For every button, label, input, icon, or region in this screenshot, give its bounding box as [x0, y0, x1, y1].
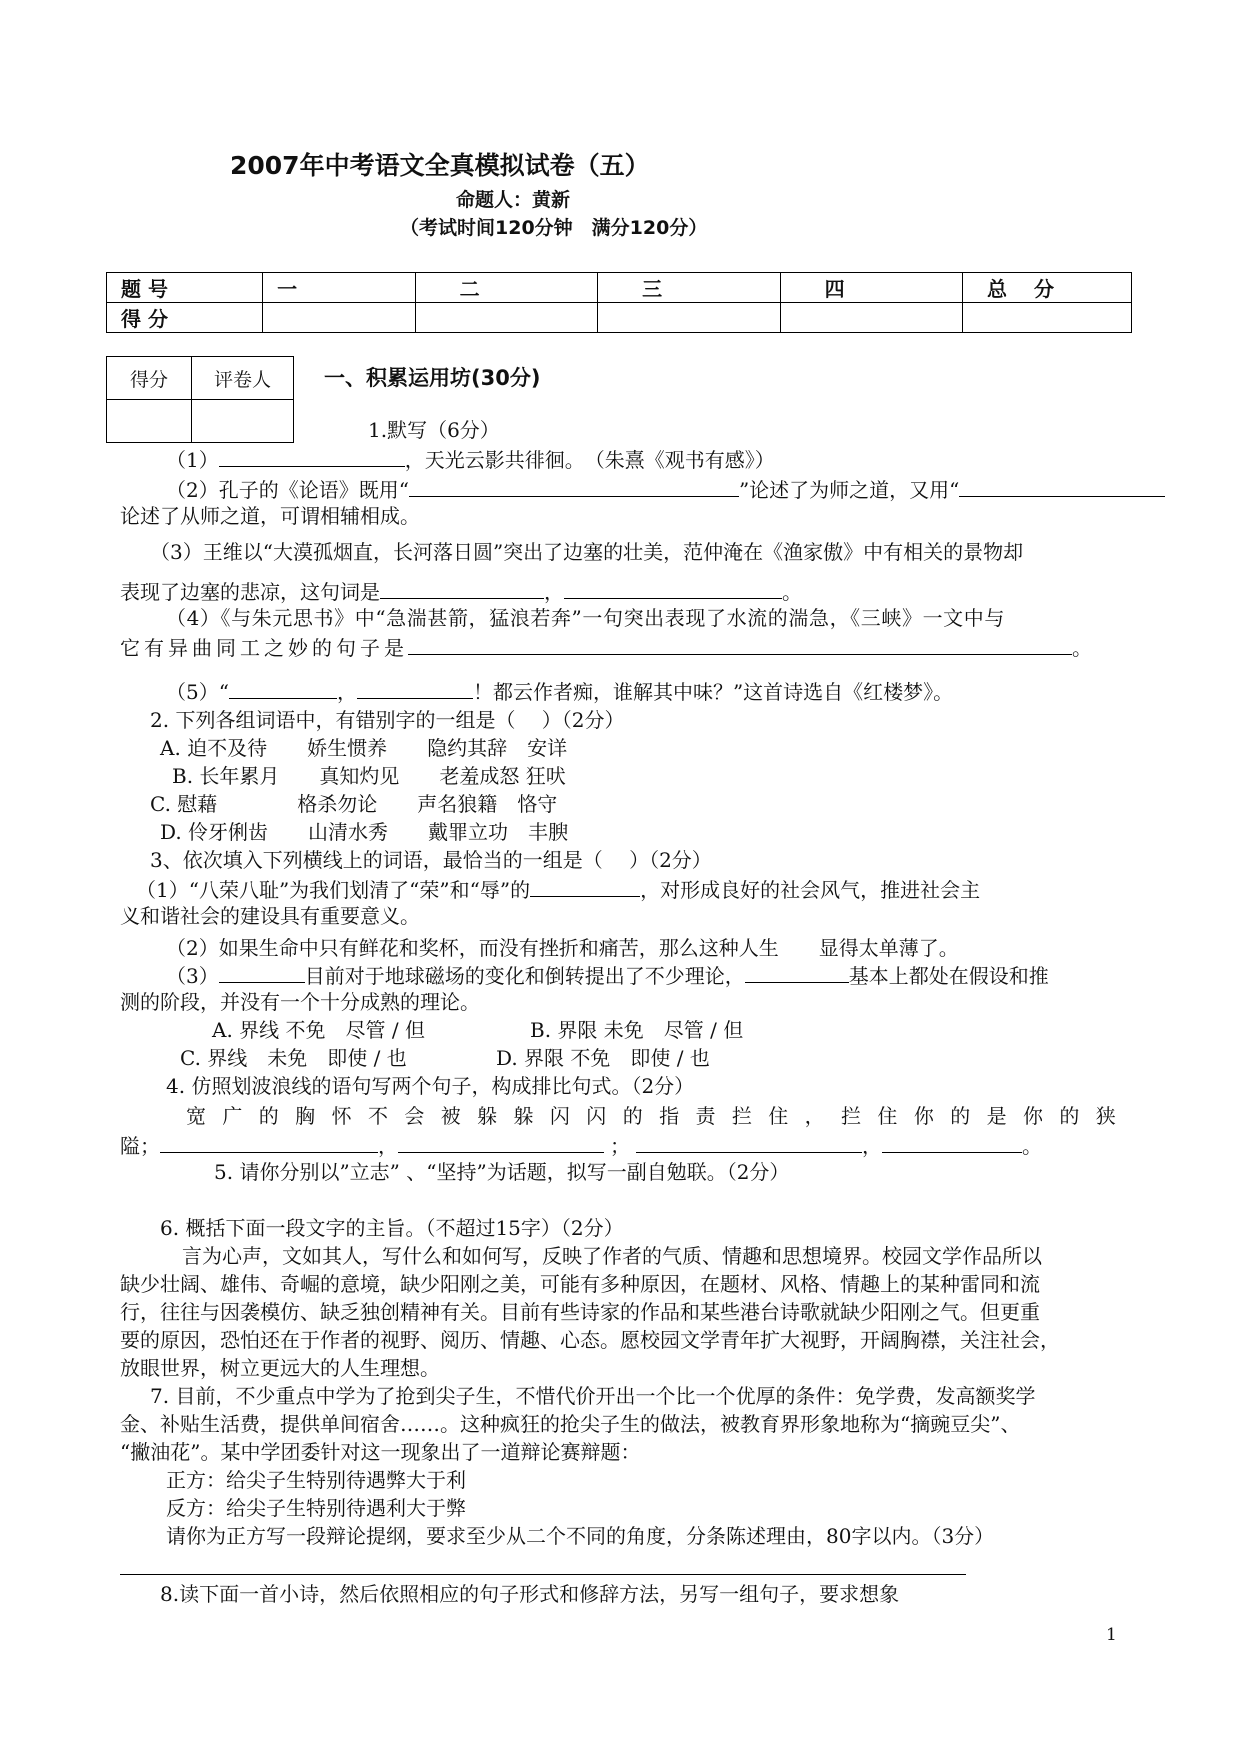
answer-blank[interactable] — [229, 678, 337, 699]
q3-option-c: C. 界线 未免 即使 / 也 — [180, 1046, 407, 1070]
q4-char: 是 — [986, 1104, 1007, 1128]
q3-sentence1-cont: 义和谐社会的建设具有重要意义。 — [120, 904, 420, 928]
q5-stem: 5. 请你分别以”立志” 、“坚持”为话题，拟写一副自勉联。（2分） — [214, 1160, 790, 1184]
q4-answer-line — [120, 1132, 1042, 1158]
punctuation: ， — [378, 1134, 398, 1158]
score-input-cell[interactable] — [963, 303, 1132, 333]
q2-option-d: D. 伶牙俐齿 山清水秀 戴罪立功 丰腴 — [160, 820, 569, 844]
q1-part1-text: ，天光云影共徘徊。 （朱熹《观书有感》） — [404, 448, 775, 472]
q7-pro-side: 正方：给尖子生特别待遇弊大于利 — [166, 1468, 466, 1492]
q3-sentence1-text-b: ，对形成良好的社会风气，推进社会主 — [640, 878, 981, 902]
answer-blank[interactable] — [409, 476, 739, 497]
q4-char: 狭 — [1095, 1104, 1116, 1128]
answer-blank[interactable] — [219, 962, 305, 983]
section-1-heading: 一、积累运用坊(30分) — [324, 366, 541, 390]
grader-name-cell[interactable] — [192, 400, 294, 443]
score-input-cell[interactable] — [780, 303, 962, 333]
q1-part5 — [166, 678, 953, 704]
score-table-cell: 三 — [598, 273, 780, 303]
q4-char: 宽 — [186, 1104, 206, 1128]
answer-blank[interactable] — [398, 1132, 604, 1153]
q2-stem: 2. 下列各组词语中，有错别字的一组是（ ）（2分） — [150, 708, 625, 732]
q3-sentence1-text-a: （1）“八荣八耻”为我们划清了“荣”和“辱”的 — [136, 878, 531, 902]
q4-char: 住 — [877, 1104, 898, 1128]
q4-char: 广 — [222, 1104, 243, 1128]
q7-text-line: “撇油花”。某中学团委针对这一现象出了一道辩论赛辩题： — [120, 1440, 641, 1464]
score-table-cell: 四 — [780, 273, 962, 303]
punctuation: 。 — [782, 580, 802, 604]
score-input-cell[interactable] — [415, 303, 597, 333]
q4-char: 拦 — [841, 1104, 862, 1128]
q1-part1 — [166, 446, 775, 472]
q6-passage-line: 要的原因，恐怕还在于作者的视野、阅历、情趣、心态。愿校园文学青年扩大视野，开阔胸襟，关注社会， — [120, 1328, 1060, 1352]
punctuation: ； — [610, 1134, 630, 1158]
q7-text-line: 金、补贴生活费，提供单间宿舍……。这种疯狂的抢尖子生的做法，被教育界形象地称为“摘豌豆尖”、 — [120, 1412, 1021, 1436]
q3-sentence3-cont: 测的阶段，并没有一个十分成熟的理论。 — [120, 990, 480, 1014]
q1-part4-line1: （4）《与朱元思书》中“急湍甚箭，猛浪若奔”一句突出表现了水流的湍急，《三峡》一文中与 — [166, 606, 1005, 630]
punctuation: ， — [862, 1134, 882, 1158]
grader-score-label: 得分 — [107, 357, 192, 400]
q4-char: 你 — [913, 1104, 934, 1128]
score-table — [106, 272, 1132, 333]
q4-char: 的 — [1059, 1104, 1080, 1128]
answer-blank[interactable] — [357, 678, 473, 699]
q7-text-line: 7. 目前，不少重点中学为了抢到尖子生，不惜代价开出一个比一个优厚的条件：免学费，发高额奖学 — [150, 1384, 1036, 1408]
exam-info: （考试时间120分钟 满分120分） — [400, 217, 708, 239]
q4-char: 不 — [367, 1104, 388, 1128]
q4-char: 闪 — [586, 1104, 607, 1128]
q3-stem: 3、依次填入下列横线上的词语，最恰当的一组是（ ）（2分） — [150, 848, 712, 872]
answer-blank[interactable] — [408, 634, 1072, 655]
q4-char: 怀 — [331, 1104, 352, 1128]
score-table-cell: 二 — [415, 273, 597, 303]
q2-option-c: C. 慰藉 格杀勿论 声名狼籍 恪守 — [150, 792, 558, 816]
q2-option-a: A. 迫不及待 娇生惯养 隐约其辞 安详 — [160, 736, 568, 760]
q4-char: 躲 — [513, 1104, 534, 1128]
q3-sentence3-text-b: 目前对于地球磁场的变化和倒转提出了不少理论， — [304, 964, 745, 988]
q4-char: 你 — [1022, 1104, 1043, 1128]
q1-part2-cont: 论述了从师之道，可谓相辅相成。 — [120, 504, 420, 528]
score-input-cell[interactable] — [598, 303, 780, 333]
q4-char: 闪 — [549, 1104, 570, 1128]
q4-char: 会 — [404, 1104, 425, 1128]
answer-blank[interactable] — [745, 962, 849, 983]
q4-char: 拦 — [731, 1104, 752, 1128]
exam-author: 命题人：黄新 — [456, 189, 571, 211]
q3-sentence2: （2）如果生命中只有鲜花和奖杯，而没有挫折和痛苦，那么这种人生 显得太单薄了。 — [166, 936, 959, 960]
q4-stem: 4. 仿照划波浪线的语句写两个句子，构成排比句式。（2分） — [166, 1074, 695, 1098]
q4-char: 被 — [440, 1104, 461, 1128]
q3-sentence3 — [166, 962, 1049, 988]
exam-title: 2007年中考语文全真模拟试卷（五） — [230, 151, 650, 180]
q8-stem: 8.读下面一首小诗，然后依照相应的句子形式和修辞方法，另写一组句子，要求想象 — [160, 1582, 900, 1606]
q1-part2-text-b: ”论述了为师之道，又用“ — [738, 478, 960, 502]
q7-con-side: 反方：给尖子生特别待遇利大于弊 — [166, 1496, 466, 1520]
punctuation: 。 — [1022, 1134, 1042, 1158]
page-number: 1 — [1106, 1625, 1117, 1645]
answer-blank[interactable] — [564, 578, 782, 599]
score-table-cell: 题 号 — [107, 273, 263, 303]
q1-part3-line2 — [120, 578, 802, 604]
q1-part2-text-a: （2）孔子的《论语》既用“ — [166, 478, 409, 502]
grader-box — [106, 356, 294, 443]
q1-part5-text-a: （5）“ — [166, 680, 229, 704]
q6-passage-line: 缺少壮阔、雄伟、奇崛的意境，缺少阳刚之美，可能有多种原因，在题材、风格、情趣上的某种雷同和流 — [120, 1272, 1040, 1296]
q4-char: 责 — [695, 1104, 716, 1128]
q1-part3-line1: （3）王维以“大漠孤烟直，长河落日圆”突出了边塞的壮美，范仲淹在《渔家傲》中有相关的景物却 — [150, 540, 1024, 564]
q4-line2-start: 隘； — [120, 1134, 160, 1158]
q4-char: 的 — [950, 1104, 971, 1128]
q6-passage-line: 放眼世界，树立更远大的人生理想。 — [120, 1356, 440, 1380]
q3-sentence3-text-c: 基本上都处在假设和推 — [848, 964, 1049, 988]
answer-blank[interactable] — [219, 446, 405, 467]
grader-name-label: 评卷人 — [192, 357, 294, 400]
q3-option-a: A. 界线 不免 尽管 / 但 — [212, 1018, 425, 1042]
q1-part3-text: 表现了边塞的悲凉，这句词是 — [120, 580, 380, 604]
score-table-header-row — [107, 273, 1132, 303]
q2-option-b: B. 长年累月 真知灼见 老羞成怒 狂吠 — [172, 764, 566, 788]
q4-char: 躲 — [477, 1104, 498, 1128]
q4-char: ， — [804, 1104, 825, 1128]
answer-blank[interactable] — [160, 1132, 378, 1153]
score-table-score-row — [107, 303, 1132, 333]
answer-blank[interactable] — [636, 1132, 862, 1153]
answer-blank[interactable] — [380, 578, 544, 599]
answer-blank[interactable] — [959, 476, 1165, 497]
score-input-cell[interactable] — [263, 303, 415, 333]
q6-passage-line: 行，往往与因袭模仿、缺乏独创精神有关。目前有些诗家的作品和某些港台诗歌就缺少阳刚之气。但更重 — [120, 1300, 1040, 1324]
q4-char: 胸 — [295, 1104, 316, 1128]
q1-part4-line2 — [120, 634, 1096, 660]
q6-stem: 6. 概括下面一段文字的主旨。（不超过15字）（2分） — [160, 1216, 624, 1240]
score-table-cell: 一 — [263, 273, 415, 303]
q3-sentence1 — [136, 876, 980, 902]
divider-line — [120, 1574, 966, 1575]
q1-part2 — [166, 476, 1165, 502]
q3-option-b: B. 界限 未免 尽管 / 但 — [530, 1018, 744, 1042]
punctuation: ， — [544, 580, 564, 604]
punctuation: ， — [336, 680, 357, 704]
q7-task: 请你为正方写一段辩论提纲，要求至少从二个不同的角度，分条陈述理由，80字以内。（3分） — [166, 1524, 995, 1548]
grader-score-cell[interactable] — [107, 400, 192, 443]
answer-blank[interactable] — [882, 1132, 1022, 1153]
q1-part1-number: （1） — [166, 448, 219, 472]
punctuation: 。 — [1072, 636, 1096, 660]
q1-part4-text: 它有异曲同工之妙的句子是 — [120, 636, 408, 660]
q1-title: 1.默写（6分） — [368, 418, 500, 442]
q4-char: 的 — [258, 1104, 279, 1128]
q1-part5-text-b: ！都云作者痴，谁解其中味？”这首诗选自《红楼梦》。 — [472, 680, 954, 704]
q4-char: 住 — [768, 1104, 789, 1128]
q6-passage-line: 言为心声，文如其人，写什么和如何写，反映了作者的气质、情趣和思想境界。校园文学作品所以 — [182, 1244, 1042, 1268]
q3-option-d: D. 界限 不免 即使 / 也 — [496, 1046, 710, 1070]
q4-char: 的 — [622, 1104, 643, 1128]
score-table-cell: 得 分 — [107, 303, 263, 333]
q4-example-sentence — [186, 1104, 1116, 1128]
q4-char: 指 — [659, 1104, 680, 1128]
answer-blank[interactable] — [530, 876, 640, 897]
q3-sentence3-num: （3） — [166, 964, 219, 988]
score-table-cell: 总 分 — [963, 273, 1132, 303]
